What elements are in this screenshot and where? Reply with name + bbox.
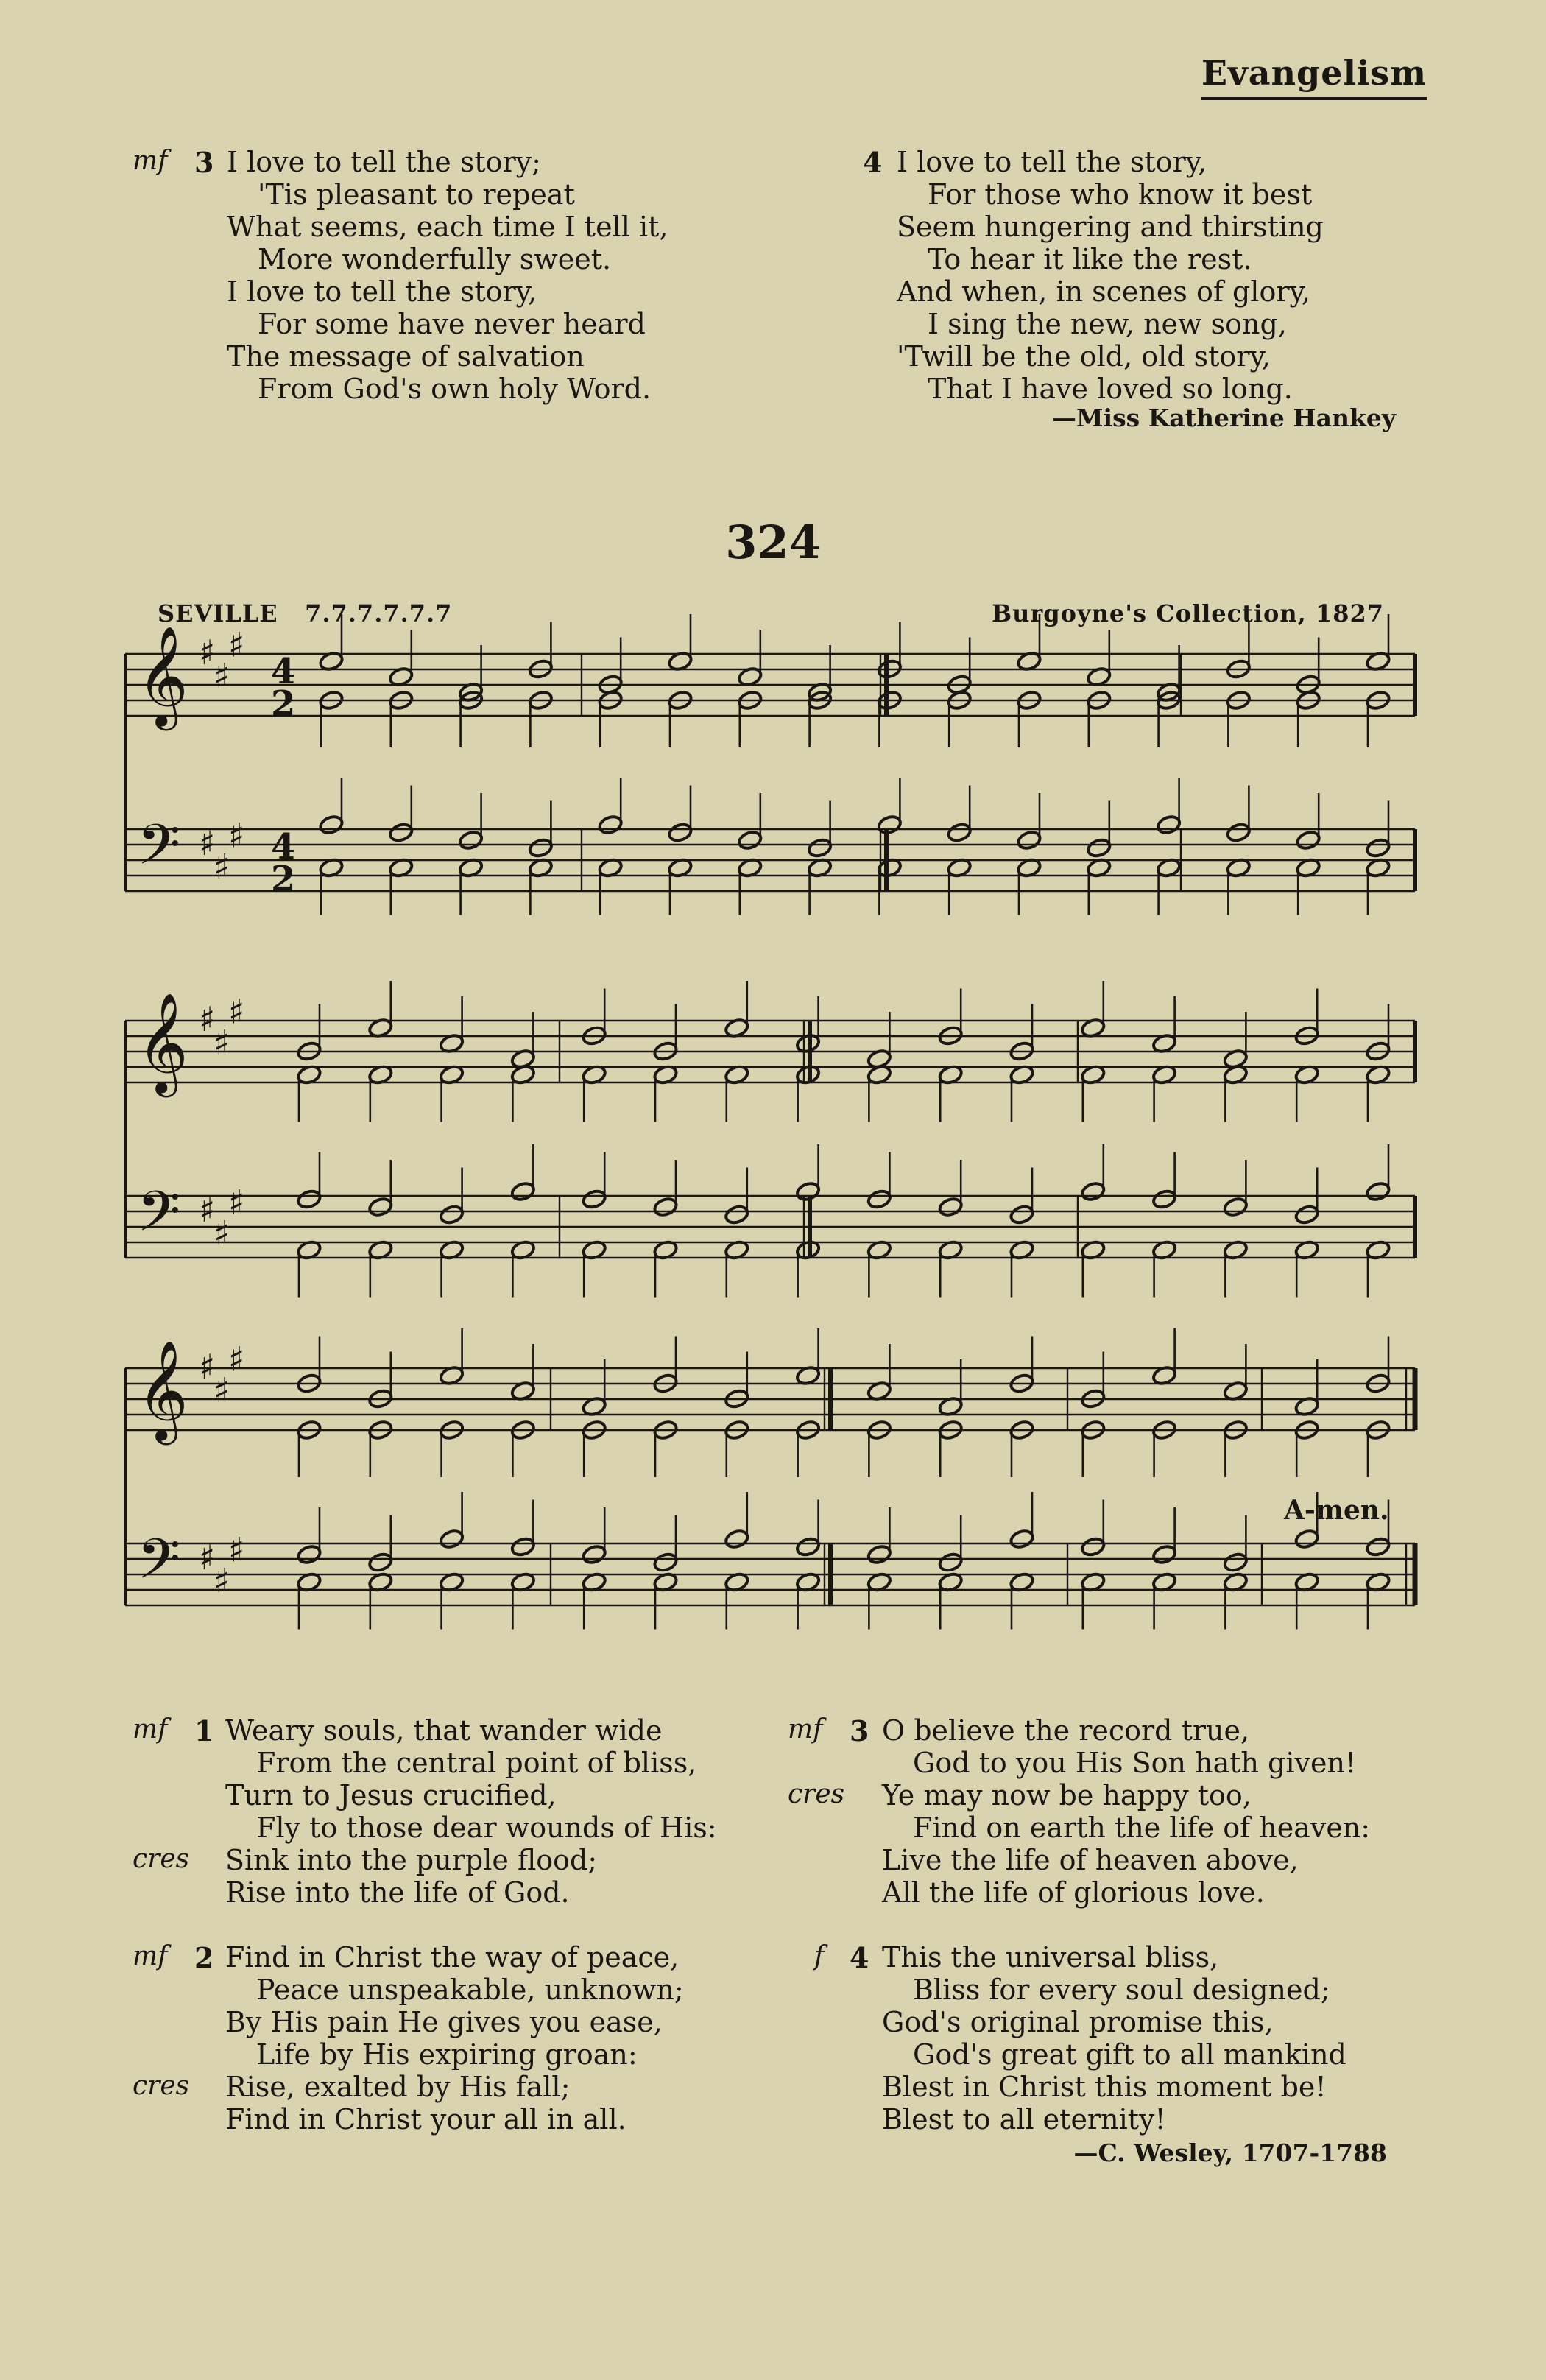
stanza-number: 4 [850, 1941, 869, 1974]
stanza-line: God's original promise this, [882, 2006, 1274, 2038]
stanza-line: And when, in scenes of glory, [897, 275, 1311, 308]
hymn-author: —C. Wesley, 1707-1788 [1073, 2138, 1387, 2167]
tenor-note [938, 1552, 964, 1573]
stanza-line: Live the life of heaven above, [882, 1844, 1299, 1876]
stanza-number: 3 [194, 146, 214, 179]
stanza-number: 4 [863, 146, 883, 179]
stanza-line: From the central point of bliss, [256, 1747, 697, 1779]
tenor-note [510, 1536, 536, 1557]
stanza-line: 'Tis pleasant to repeat [258, 178, 575, 211]
key-sharp: ♯ [213, 846, 230, 887]
tenor-note [367, 1552, 393, 1573]
tenor-note [1151, 1189, 1177, 1210]
meter: 7.7.7.7.7.7 [305, 599, 453, 627]
tenor-note [667, 822, 693, 843]
stanza-number: 1 [194, 1714, 214, 1747]
dynamic-mark: mf [133, 1714, 168, 1744]
cres-mark: cres [788, 1779, 845, 1809]
tenor-note [296, 1189, 322, 1210]
tenor-note [1294, 1528, 1320, 1549]
hymn-number: 324 [725, 515, 821, 569]
key-sharp: ♯ [228, 991, 245, 1032]
stanza-line: What seems, each time I tell it, [227, 211, 668, 243]
stanza-lines [882, 1941, 1346, 2136]
tenor-note [582, 1189, 607, 1210]
key-sharp: ♯ [228, 1182, 245, 1222]
stanza-line: To hear it like the rest. [928, 243, 1252, 275]
key-sharp: ♯ [199, 823, 216, 863]
stanza-line: The message of salvation [227, 340, 585, 373]
cres-mark: cres [133, 1844, 190, 1874]
tenor-note [1294, 1204, 1320, 1225]
tenor-note [947, 822, 973, 843]
tenor-note [724, 1204, 749, 1225]
tenor-note [724, 1528, 749, 1549]
stanza-line: More wonderfully sweet. [258, 243, 612, 275]
tenor-note [1365, 837, 1391, 859]
tenor-note [795, 1536, 821, 1557]
tune-title: SEVILLE [158, 599, 278, 627]
stanza-lines [225, 1941, 684, 2136]
time-sig-top: 4 [271, 651, 296, 692]
stanza-line: This the universal bliss, [882, 1941, 1219, 1974]
tenor-note [1365, 1536, 1391, 1557]
tenor-note [1296, 829, 1321, 851]
stanza-line: For some have never heard [258, 308, 646, 340]
time-sig-bottom: 2 [271, 683, 296, 725]
stanza-line: Rise into the life of God. [225, 1876, 570, 1909]
stanza-line: I love to tell the story; [227, 146, 541, 178]
stanza-lines [882, 1714, 1370, 1909]
key-sharp: ♯ [228, 815, 245, 856]
time-sig-top: 4 [271, 826, 296, 867]
stanza-line: Find on earth the life of heaven: [913, 1812, 1371, 1844]
stanza-line: God to you His Son hath given! [913, 1747, 1357, 1779]
key-sharp: ♯ [199, 1538, 216, 1577]
stanza-line: Rise, exalted by His fall; [225, 2071, 571, 2103]
tenor-note [877, 814, 903, 835]
tenor-note [458, 829, 484, 851]
tenor-note [1223, 1196, 1249, 1217]
time-sig-bottom: 2 [271, 859, 296, 900]
score-systems [125, 614, 1415, 1630]
stanza-line: I love to tell the story, [227, 275, 537, 308]
stanza-line: From God's own holy Word. [258, 373, 652, 405]
amen-text: A-men. [1284, 1495, 1389, 1526]
stanza-line: That I have loved so long. [928, 373, 1293, 405]
tenor-note [1080, 1536, 1106, 1557]
tenor-note [1226, 822, 1252, 843]
bass-clef: 𝄢 [137, 1179, 181, 1258]
tenor-note [866, 1543, 892, 1565]
key-sharp: ♯ [228, 624, 245, 665]
key-sharp: ♯ [213, 655, 230, 696]
tenor-note [652, 1196, 678, 1217]
stanza-line: Fly to those dear wounds of His: [256, 1812, 717, 1844]
tenor-note [1009, 1204, 1034, 1225]
dynamic-mark: mf [133, 1941, 168, 1971]
key-sharp: ♯ [199, 999, 216, 1039]
key-sharp: ♯ [213, 1370, 230, 1410]
stanza-number: 3 [850, 1714, 869, 1747]
stanza-line: Blest in Christ this moment be! [882, 2071, 1327, 2103]
tenor-note [598, 814, 624, 835]
tenor-note [1156, 814, 1182, 835]
prev-author: —Miss Katherine Hankey [1052, 404, 1396, 432]
stanza-line: Bliss for every soul designed; [913, 1974, 1330, 2006]
stanza-line: 'Twill be the old, old story, [897, 340, 1271, 373]
stanza-line: O believe the record true, [882, 1714, 1250, 1747]
stanza-line: Peace unspeakable, unknown; [256, 1974, 684, 2006]
tenor-note [582, 1543, 607, 1565]
tenor-note [439, 1528, 465, 1549]
bass-clef: 𝄢 [137, 812, 181, 891]
tenor-note [652, 1552, 678, 1573]
bass-clef: 𝄢 [137, 1527, 181, 1605]
key-sharp: ♯ [199, 1347, 216, 1387]
stanza-line: God's great gift to all mankind [913, 2038, 1346, 2071]
stanza-line: By His pain He gives you ease, [225, 2006, 663, 2038]
stanza-line: For those who know it best [928, 178, 1313, 211]
dynamic-mark: f [814, 1941, 825, 1971]
stanza-line: Seem hungering and thirsting [897, 211, 1324, 243]
tenor-note [795, 1180, 821, 1202]
stanza-line: Find in Christ your all in all. [225, 2103, 626, 2136]
tenor-note [807, 837, 833, 859]
tenor-note [528, 837, 554, 859]
tenor-note [367, 1196, 393, 1217]
key-sharp: ♯ [199, 1190, 216, 1230]
stanza-line: Turn to Jesus crucified, [225, 1779, 557, 1812]
stanza-line: Weary souls, that wander wide [225, 1714, 663, 1747]
stanza-line: Find in Christ the way of peace, [225, 1941, 680, 1974]
stanza-line: Ye may now be happy too, [882, 1779, 1252, 1812]
tenor-note [938, 1196, 964, 1217]
tenor-note [296, 1543, 322, 1565]
tune-source: Burgoyne's Collection, 1827 [992, 599, 1384, 627]
tenor-note [439, 1204, 465, 1225]
section-header: Evangelism [1201, 53, 1427, 100]
stanza-line: Life by His expiring groan: [256, 2038, 638, 2071]
stanza-number: 2 [194, 1941, 214, 1974]
stanza-line: Blest to all eternity! [882, 2103, 1166, 2136]
stanza-line: All the life of glorious love. [882, 1876, 1265, 1909]
dynamic-mark: mf [788, 1714, 823, 1744]
tenor-note [1365, 1180, 1391, 1202]
tenor-note [866, 1189, 892, 1210]
tenor-note [388, 822, 414, 843]
stanza-line: I love to tell the story, [897, 146, 1207, 178]
stanza-line: Sink into the purple flood; [225, 1844, 598, 1876]
tenor-note [737, 829, 763, 851]
key-sharp: ♯ [213, 1022, 230, 1063]
tenor-note [1080, 1180, 1106, 1202]
key-sharp: ♯ [213, 1560, 230, 1601]
cres-mark: cres [133, 2071, 190, 2101]
treble-clef: 𝄞 [137, 1339, 188, 1440]
tenor-note [1086, 837, 1112, 859]
key-sharp: ♯ [228, 1339, 245, 1379]
treble-clef: 𝄞 [137, 624, 188, 726]
stanza-lines [225, 1714, 717, 1909]
key-sharp: ♯ [213, 1213, 230, 1253]
tenor-note [1151, 1543, 1177, 1565]
key-sharp: ♯ [199, 633, 216, 672]
key-sharp: ♯ [228, 1529, 245, 1570]
dynamic-mark: mf [133, 146, 168, 176]
tenor-note [510, 1180, 536, 1202]
stanza-line: I sing the new, new song, [928, 308, 1287, 340]
tenor-note [1016, 829, 1042, 851]
treble-clef: 𝄞 [137, 991, 188, 1093]
tenor-note [318, 814, 344, 835]
tenor-note [1009, 1528, 1034, 1549]
tenor-note [1223, 1552, 1249, 1573]
